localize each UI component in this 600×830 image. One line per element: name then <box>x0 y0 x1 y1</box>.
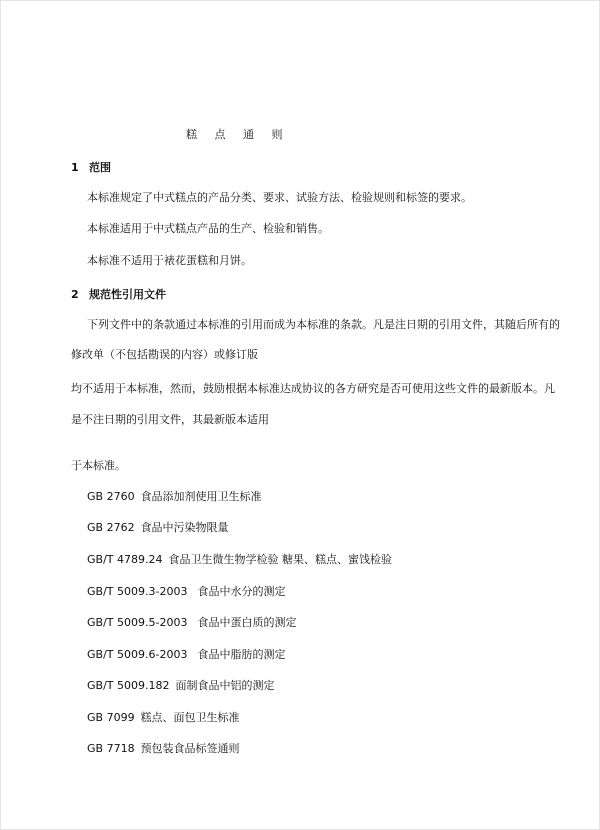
reference-title: 食品卫生微生物学检验 糖果、糕点、蜜饯检验 <box>168 553 392 566</box>
section-2-text-line: 是不注日期的引用文件，其最新版本适用 <box>71 413 269 426</box>
section-2-text-line: 均不适用于本标准，然而，鼓励根据本标准达成协议的各方研究是否可使用这些文件的最新版本。凡 <box>71 382 555 395</box>
section-2-text-line: 下列文件中的条款通过本标准的引用而成为本标准的条款。凡是注日期的引用文件，其随后所有的 <box>87 318 560 331</box>
reference-item <box>87 585 285 599</box>
reference-code: GB 2760 <box>87 490 135 503</box>
section-2-text-line: 修改单（不包括勘误的内容）或修订版 <box>71 348 258 361</box>
reference-title: 糕点、面包卫生标准 <box>140 711 240 724</box>
reference-item <box>87 553 392 567</box>
section-2-text-line: 于本标准。 <box>71 459 126 472</box>
reference-title: 预包装食品标签通则 <box>140 742 240 755</box>
section-1-paragraph: 本标准规定了中式糕点的产品分类、要求、试验方法、检验规则和标签的要求。 <box>87 191 472 204</box>
reference-code: GB/T 5009.182 <box>87 679 170 692</box>
reference-title: 食品中水分的测定 <box>197 585 286 598</box>
reference-title: 食品中蛋白质的测定 <box>197 616 297 629</box>
reference-item <box>87 490 262 504</box>
section-1-heading: 范围 <box>89 161 111 174</box>
reference-title: 面制食品中铝的测定 <box>175 679 275 692</box>
reference-item <box>87 711 240 725</box>
reference-code: GB/T 5009.5-2003 <box>87 616 188 629</box>
reference-item <box>87 521 229 535</box>
reference-title: 食品中脂肪的测定 <box>197 648 286 661</box>
reference-code: GB 7099 <box>87 711 135 724</box>
reference-code: GB 2762 <box>87 521 135 534</box>
reference-item <box>87 742 240 756</box>
reference-item <box>87 616 296 630</box>
section-2-number: 2 <box>71 288 79 301</box>
reference-item <box>87 679 274 693</box>
reference-title: 食品中污染物限量 <box>140 521 229 534</box>
reference-item <box>87 648 285 662</box>
reference-title: 食品添加剂使用卫生标准 <box>140 490 262 503</box>
reference-code: GB/T 5009.6-2003 <box>87 648 188 661</box>
section-2-heading: 规范性引用文件 <box>89 288 166 301</box>
document-title: 糕 点 通 则 <box>186 128 290 141</box>
reference-code: GB 7718 <box>87 742 135 755</box>
section-1-paragraph: 本标准不适用于裱花蛋糕和月饼。 <box>87 254 252 267</box>
reference-code: GB/T 5009.3-2003 <box>87 585 188 598</box>
section-1-paragraph: 本标准适用于中式糕点产品的生产、检验和销售。 <box>87 222 329 235</box>
section-1-number: 1 <box>71 161 79 174</box>
reference-code: GB/T 4789.24 <box>87 553 163 566</box>
